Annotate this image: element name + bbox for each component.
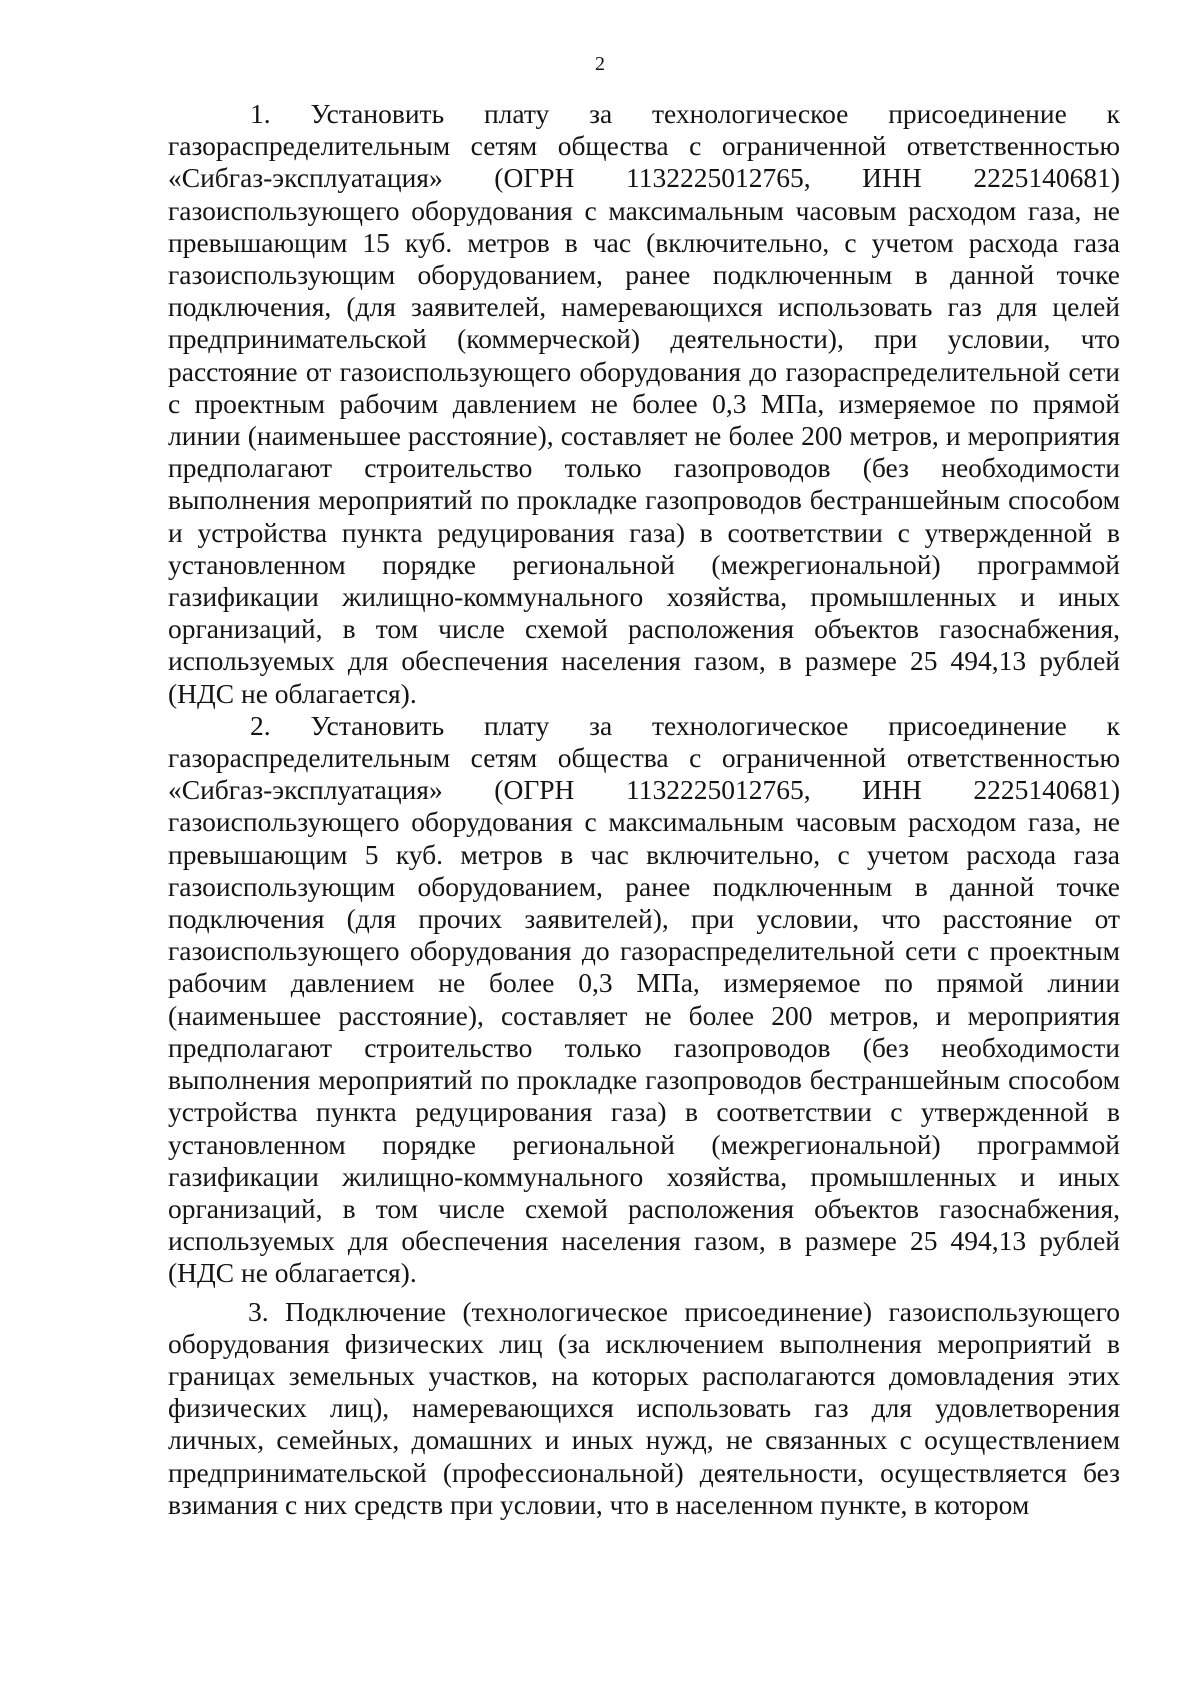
- paragraph-1: 1. Установить плату за технологическое присоединение к газораспределительным сетям общества с ограниченной ответственностью «Сибгаз-эксплуатация» (ОГРН 1132225012765, ИНН 2225140681) газоиспользующего оборудования с максимальным часовым расходом газа, не превышающим 15 куб. метров в час (включительно, с учетом расхода газа газоиспользующим оборудованием, ранее подключенным в данной точке подключения, (для заявителей, намеревающихся использовать газ для целей предпринимательской (коммерческой) деятельности), при условии, что расстояние от газоиспользующего оборудования до газораспределительной сети с проектным рабочим давлением не более 0,3 МПа, измеряемое по прямой линии (наименьшее расстояние), составляет не более 200 метров, и мероприятия предполагают строительство только газопроводов (без необходимости выполнения мероприятий по прокладке газопроводов бестраншейным способом и устройства пункта редуцирования газа) в соответствии с утвержденной в установленном порядке региональной (межрегиональной) программой газификации жилищно-коммунального хозяйства, промышленных и иных организаций, в том числе схемой расположения объектов газоснабжения, используемых для обеспечения населения газом, в размере 25 494,13 рублей (НДС не облагается).: [168, 98, 1120, 709]
- paragraph-3: 3. Подключение (технологическое присоединение) газоиспользующего оборудования физических лиц (за исключением выполнения мероприятий в границах земельных участков, на которых располагаются домовладения этих физических лиц), намеревающихся использовать газ для удовлетворения личных, семейных, домашних и иных нужд, не связанных с осуществлением предпринимательской (профессиональной) деятельности, осуществляется без взимания с них средств при условии, что в населенном пункте, в котором: [168, 1295, 1120, 1520]
- page-number: 2: [595, 53, 605, 75]
- paragraph-2: 2. Установить плату за технологическое присоединение к газораспределительным сетям общества с ограниченной ответственностью «Сибгаз-эксплуатация» (ОГРН 1132225012765, ИНН 2225140681) газоиспользующего оборудования с максимальным часовым расходом газа, не превышающим 5 куб. метров в час включительно, с учетом расхода газа газоиспользующим оборудованием, ранее подключенным в данной точке подключения (для прочих заявителей), при условии, что расстояние от газоиспользующего оборудования до газораспределительной сети с проектным рабочим давлением не более 0,3 МПа, измеряемое по прямой линии (наименьшее расстояние), составляет не более 200 метров, и мероприятия предполагают строительство только газопроводов (без необходимости выполнения мероприятий по прокладке газопроводов бестраншейным способом устройства пункта редуцирования газа) в соответствии с утвержденной в установленном порядке региональной (межрегиональной) программой газификации жилищно-коммунального хозяйства, промышленных и иных организаций, в том числе схемой расположения объектов газоснабжения, используемых для обеспечения населения газом, в размере 25 494,13 рублей (НДС не облагается).: [168, 709, 1120, 1289]
- document-body: [168, 98, 1120, 1521]
